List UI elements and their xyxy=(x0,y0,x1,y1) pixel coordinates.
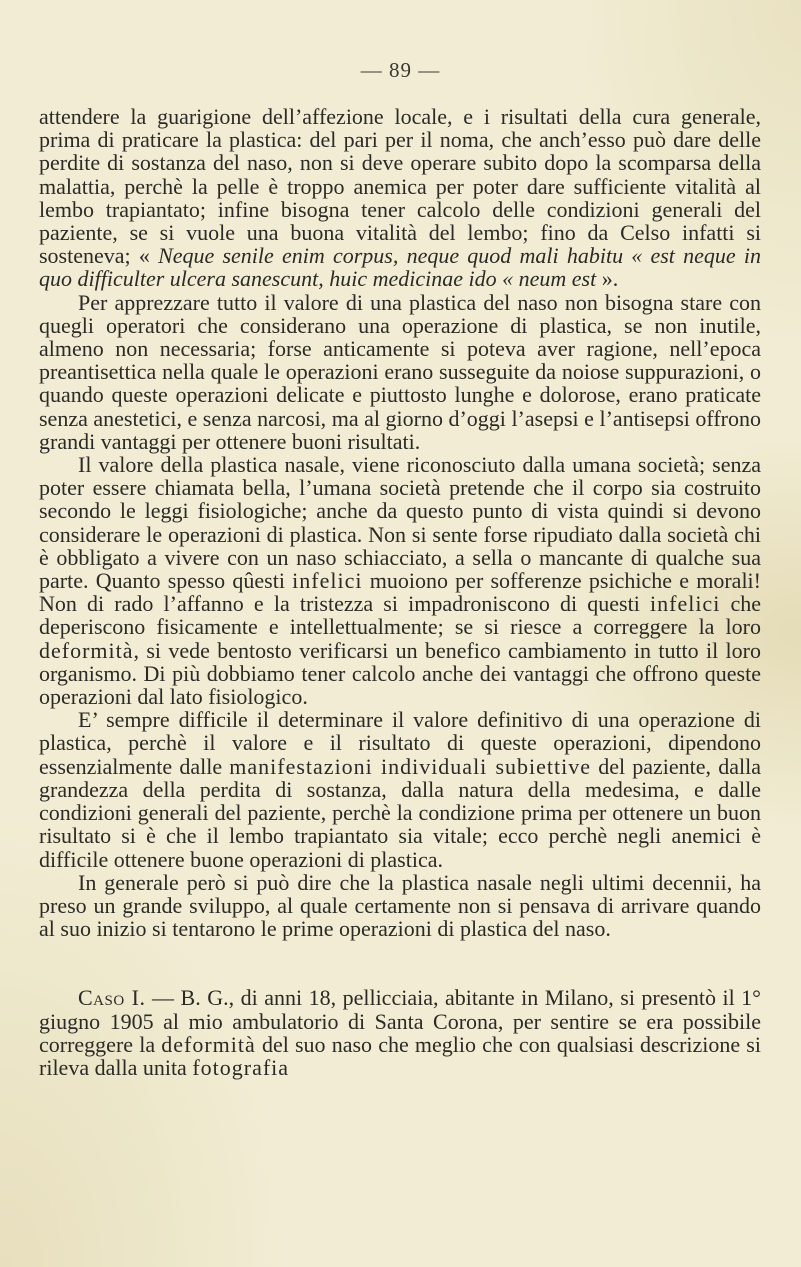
paragraph-1 xyxy=(39,105,761,291)
emphasis-infelici-2: infelici xyxy=(650,591,721,617)
case-text-1: — B. G., di anni 18, pellicciaia, abitante in Milano, si presentò il 1° giugno 1905 al mio ambulatorio di Santa Corona, per sentire se era possibile correggere la xyxy=(39,985,761,1057)
paragraph-3-text-3: che deperiscono fisicamente e intellettualmente; se si riesce a correggere la loro xyxy=(39,591,761,640)
paragraph-3-text-2: muoiono per sofferenze psichiche e morali! Non di rado l’affanno e la tristezza si impadroniscono di questi xyxy=(39,568,761,617)
case-label: Caso I. xyxy=(78,985,146,1011)
emphasis-case-deformita: deformità xyxy=(161,1031,256,1057)
paragraph-3 xyxy=(39,453,761,708)
emphasis-infelici-1: infelici xyxy=(292,568,363,594)
paragraph-2: Per apprezzare tutto il valore di una plastica del naso non bisogna stare con quegli operatori che considerano una operazione di plastica, se non inutile, almeno non necessaria; forse anticamente si poteva aver ragione, nell’epoca preantisettica nella quale le operazioni erano susseguite da noiose suppurazioni, o quando queste operazioni delicate e piuttosto lunghe e dolorose, erano praticate senza anestetici, e senza narcosi, ma al giorno d’oggi l’asepsi e l’antisepsi offrono grandi vantaggi per ottenere buoni risultati. xyxy=(39,289,761,454)
body-text xyxy=(39,105,761,1079)
case-text-2: del suo naso che meglio che con qualsiasi descrizione si rileva dalla unita xyxy=(39,1031,761,1080)
case-paragraph xyxy=(39,986,761,1079)
paragraph-4 xyxy=(39,708,761,870)
paragraph-3-text-4: , si vede bentosto verificarsi un benefico cambiamento in tutto il loro organismo. Di più dobbiamo tener calcolo anche dei vantaggi che offrono queste operazioni dal lato fisiologico. xyxy=(39,637,761,710)
latin-quote: Neque senile enim corpus, neque quod mali habitu « est neque in quo difficulter ulcera sanescunt, huic medicinae ido « neum est xyxy=(39,243,761,292)
paragraph-4-text-2: del paziente, dalla grandezza della perdita di sostanza, dalla natura della medesima, e dalle condizioni generali del paziente, perchè la condizione prima per ottenere un buon risultato si è che il lembo trapiantato sia vitale; ecco perchè negli anemici è difficile ottenere buone operazioni di plastica. xyxy=(39,753,761,872)
emphasis-fotografia: fotografia xyxy=(192,1054,290,1080)
emphasis-manifestazioni: manifestazioni individuali subiettive xyxy=(229,753,592,779)
paragraph-4-text-1: E’ sempre difficile il determinare il valore definitivo di una operazione di plastica, perchè il valore e il risultato di queste operazioni, dipendono essenzialmente dalle xyxy=(39,707,761,779)
paragraph-1-text: attendere la guarigione dell’affezione locale, e i risultati della cura generale, prima di praticare la plastica: del pari per il noma, che anch’esso può dare delle perdite di sostanza del naso, non si deve operare subito dopo la scomparsa della malattia, perchè la pelle è troppo anemica per poter dare sufficiente vitalità al lembo trapiantato; infine bisogna tener calcolo delle condizioni generali del paziente, se si vuole una buona vitalità del lembo; fino da Celso infatti si sosteneva; « xyxy=(39,104,761,269)
paragraph-3-text-1: Il valore della plastica nasale, viene riconosciuto dalla umana società; senza poter essere chiamata bella, l’umana società pretende che il corpo sia costruito secondo le leggi fisiologiche; anche da questo punto di vista quindi si devono considerare le operazioni di plastica. Non si sente forse ripudiato dalla società chi è obbligato a vivere con un naso schiacciato, a sella o mancante di qualche sua parte. Quanto spesso qûesti xyxy=(39,452,761,594)
section-gap xyxy=(39,940,761,986)
paragraph-1-end: ». xyxy=(596,266,619,292)
emphasis-deformita: deformità xyxy=(39,637,134,663)
page-number: — 89 — xyxy=(360,58,441,82)
paragraph-5: In generale però si può dire che la plastica nasale negli ultimi decennii, ha preso un grande sviluppo, al quale certamente non si pensava di arrivare quando al suo inizio si tentarono le prime operazioni di plastica del naso. xyxy=(39,869,761,942)
